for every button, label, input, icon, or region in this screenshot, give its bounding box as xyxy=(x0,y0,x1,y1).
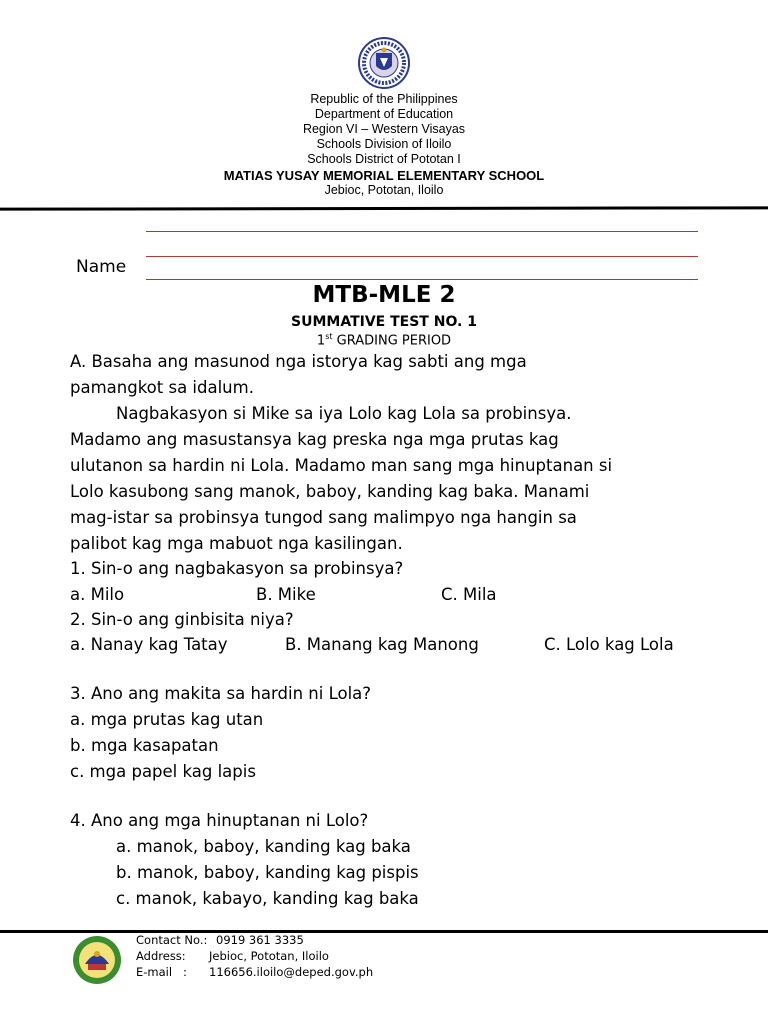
question-4-choice-b[interactable]: b. manok, baboy, kanding kag pispis xyxy=(116,863,419,882)
story-line-6: palibot kag mga mabuot nga kasilingan. xyxy=(70,534,403,553)
name-input-line[interactable] xyxy=(146,279,698,280)
deped-seal-icon xyxy=(353,36,415,90)
question-2-choice-c[interactable]: C. Lolo kag Lola xyxy=(544,635,674,654)
footer-email-separator: : xyxy=(183,965,187,979)
question-1-choice-b[interactable]: B. Mike xyxy=(256,585,316,604)
story-line-5: mag-istar sa probinsya tungod sang malimpyo nga hangin sa xyxy=(70,508,577,527)
story-line-2: Madamo ang masustansya kag preska nga mga prutas kag xyxy=(70,430,559,449)
footer-email-label: E-mail xyxy=(136,965,173,979)
grading-period: 1st GRADING PERIOD xyxy=(316,332,452,349)
question-4: 4. Ano ang mga hinuptanan ni Lolo? xyxy=(70,811,369,830)
footer-address-label: Address: xyxy=(136,949,186,963)
question-1-choice-c[interactable]: C. Mila xyxy=(441,585,497,604)
header-line-division: Schools Division of Iloilo xyxy=(316,137,452,151)
question-3-choice-b[interactable]: b. mga kasapatan xyxy=(70,736,219,755)
footer-contact-label: Contact No.: xyxy=(136,933,208,947)
header-line-region: Region VI – Western Visayas xyxy=(302,122,466,136)
footer-email-value[interactable]: 116656.iloilo@deped.gov.ph xyxy=(209,965,374,979)
header-line-department: Department of Education xyxy=(314,107,454,121)
school-name: MATIAS YUSAY MEMORIAL ELEMENTARY SCHOOL xyxy=(223,168,545,183)
header-divider xyxy=(0,206,768,210)
question-2: 2. Sin-o ang ginbisita niya? xyxy=(70,610,294,629)
question-3: 3. Ano ang makita sa hardin ni Lola? xyxy=(70,684,372,703)
story-line-4: Lolo kasubong sang manok, baboy, kanding kag baka. Manami xyxy=(70,482,590,501)
question-2-choice-a[interactable]: a. Nanay kag Tatay xyxy=(70,635,228,654)
question-2-choice-b[interactable]: B. Manang kag Manong xyxy=(285,635,479,654)
story-line-3: ulutanon sa hardin ni Lola. Madamo man sang mga hinuptanan si xyxy=(70,456,613,475)
name-guide-line-middle xyxy=(146,256,698,257)
footer-divider xyxy=(0,930,768,933)
name-label: Name xyxy=(76,257,127,277)
question-3-choice-a[interactable]: a. mga prutas kag utan xyxy=(70,710,264,729)
question-1: 1. Sin-o ang nagbakasyon sa probinsya? xyxy=(70,559,404,578)
test-subtitle: SUMMATIVE TEST NO. 1 xyxy=(291,314,477,330)
header-line-district: Schools District of Pototan I xyxy=(307,152,461,166)
question-1-choice-a[interactable]: a. Milo xyxy=(70,585,125,604)
school-seal-icon xyxy=(68,934,126,986)
footer-contact-value: 0919 361 3335 xyxy=(216,933,304,947)
question-3-choice-c[interactable]: c. mga papel kag lapis xyxy=(70,762,256,781)
name-guide-line-top xyxy=(146,231,698,232)
test-title: MTB-MLE 2 xyxy=(312,282,456,308)
question-4-choice-c[interactable]: c. manok, kabayo, kanding kag baka xyxy=(116,889,419,908)
instruction-line-1: A. Basaha ang masunod nga istorya kag sabti ang mga xyxy=(70,352,527,371)
footer-address-value: Jebioc, Pototan, Iloilo xyxy=(209,949,329,963)
question-4-choice-a[interactable]: a. manok, baboy, kanding kag baka xyxy=(116,837,411,856)
header-line-republic: Republic of the Philippines xyxy=(310,92,458,106)
story-line-1: Nagbakasyon si Mike sa iya Lolo kag Lola sa probinsya. xyxy=(116,404,572,423)
instruction-line-2: pamangkot sa idalum. xyxy=(70,378,254,397)
school-address: Jebioc, Pototan, Iloilo xyxy=(324,183,444,197)
